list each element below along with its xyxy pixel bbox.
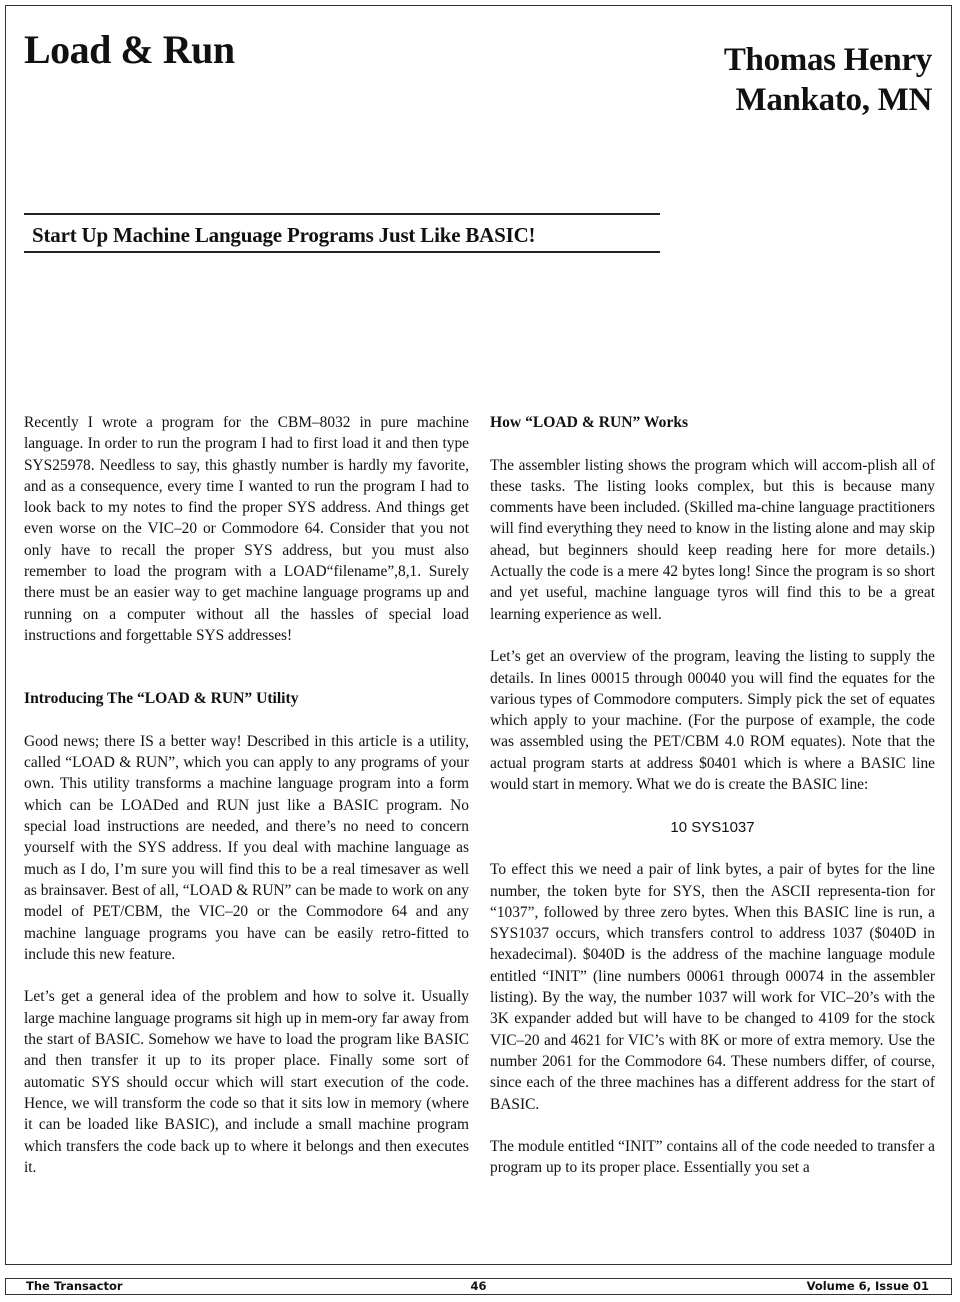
code-snippet: 10 SYS1037 — [670, 818, 755, 836]
page-number: 46 — [470, 1279, 487, 1293]
section-heading: How “LOAD & RUN” Works — [490, 414, 689, 431]
author-name: Thomas Henry — [723, 42, 932, 78]
article-subtitle: Start Up Machine Language Programs Just Like BASIC! — [32, 223, 536, 247]
subtitle-box — [24, 213, 660, 253]
paragraph: Recently I wrote a program for the CBM–8032 in pure machine language. In order to run the program I had to first load it and then type SYS25978. Needless to say, this ghastly number is hardly my favorite, and as a consequence, every time I wanted to run the program I had to look back to my notes to find the proper SYS address. And things get even worse on the VIC–20 or Commodore 64. Consider that you not only have to recall the proper SYS address, but you must also remember to load the program with a LOAD“filename”,8,1. Surely there must be an easier way to get machine language programs up and running on a computer without all the hassles of special load instructions and forgettable SYS addresses! — [24, 414, 469, 644]
author-location: Mankato, MN — [735, 82, 932, 118]
right-column — [490, 412, 935, 1200]
page-footer — [5, 1278, 952, 1295]
left-column — [24, 412, 469, 1199]
paragraph: Let’s get a general idea of the problem and how to solve it. Usually large machine language programs sit high up in mem-ory far away from the start of BASIC. Somehow we have to load the program like BASIC and then transfer it up to its proper place. Finally some sort of automatic SYS should occur which will start execution of the code. Hence, we will transform the code so that it sits low in memory (where it can be loaded like BASIC), and include a small machine program which transfers the code back up to where it belongs and then executes it. — [24, 988, 469, 1176]
section-heading: Introducing The “LOAD & RUN” Utility — [24, 690, 299, 708]
issue-label: Volume 6, Issue 01 — [806, 1279, 929, 1293]
paragraph: The assembler listing shows the program which will accom-plish all of these tasks. The listing looks complex, but this is because many comments have been included. (Skilled ma-chine language practitioners will find everything they need to know in the listing alone and may skip ahead, but beginners should keep reading here for more details.) Actually the code is a mere 42 bytes long! Since the program is so short and yet useful, machine language tyros will find this to be a great learning experience as well. — [490, 456, 935, 623]
paragraph: The module entitled “INIT” contains all of the code needed to transfer a program up to its proper place. Essentially you set a — [490, 1138, 935, 1177]
paragraph: Let’s get an overview of the program, leaving the listing to supply the details. In lines 00015 through 00040 you will find the equates for the various types of Commodore computers. Simply pick the set of equates which apply to your machine. (For the purpose of example, the code was assembled using the PET/CBM 4.0 ROM equates). Note that the actual program starts at address $0401 which is where a BASIC line would start in memory. What we do is create the BASIC line: — [490, 648, 935, 794]
article-title: Load & Run — [24, 27, 235, 72]
byline — [724, 40, 932, 120]
paragraph: Good news; there IS a better way! Described in this article is a utility, called “LOAD & RUN”, which you can apply to any programs of your own. This utility transforms a machine language program into a form which can be LOADed and RUN just like a BASIC program. No special load instructions are needed, and there’s no need to concern yourself with the SYS address. If you deal with machine language as much as I do, I’m sure you will find this to be a real timesaver as well as brainsaver. Best of all, “LOAD & RUN” can be made to work on any model of PET/CBM, the VIC–20 or the Commodore 64 and any machine language programs you have can be easily retro-fitted to include this new feature. — [24, 732, 469, 963]
paragraph: To effect this we need a pair of link bytes, a pair of bytes for the line number, the token byte for SYS, then the ASCII representa-tion for “1037”, followed by three zero bytes. When this BASIC line is run, a SYS1037 occurs, which transfers control to address 1037 ($040D in hexadecimal). $040D is the address of the machine language module entitled “INIT” (line numbers 00061 through 00074 in the assembler listing). By the way, the number 1037 will work for VIC–20’s with the 3K expander added but will have to be changed to 4109 for the stock VIC–20 and 4621 for VIC’s with 8K or more of extra memory. Use the number 2061 for the Commodore 64. These numbers differ, of course, since each of the three machines has a different address for the start of BASIC. — [490, 861, 935, 1113]
publication-name: The Transactor — [26, 1279, 123, 1293]
